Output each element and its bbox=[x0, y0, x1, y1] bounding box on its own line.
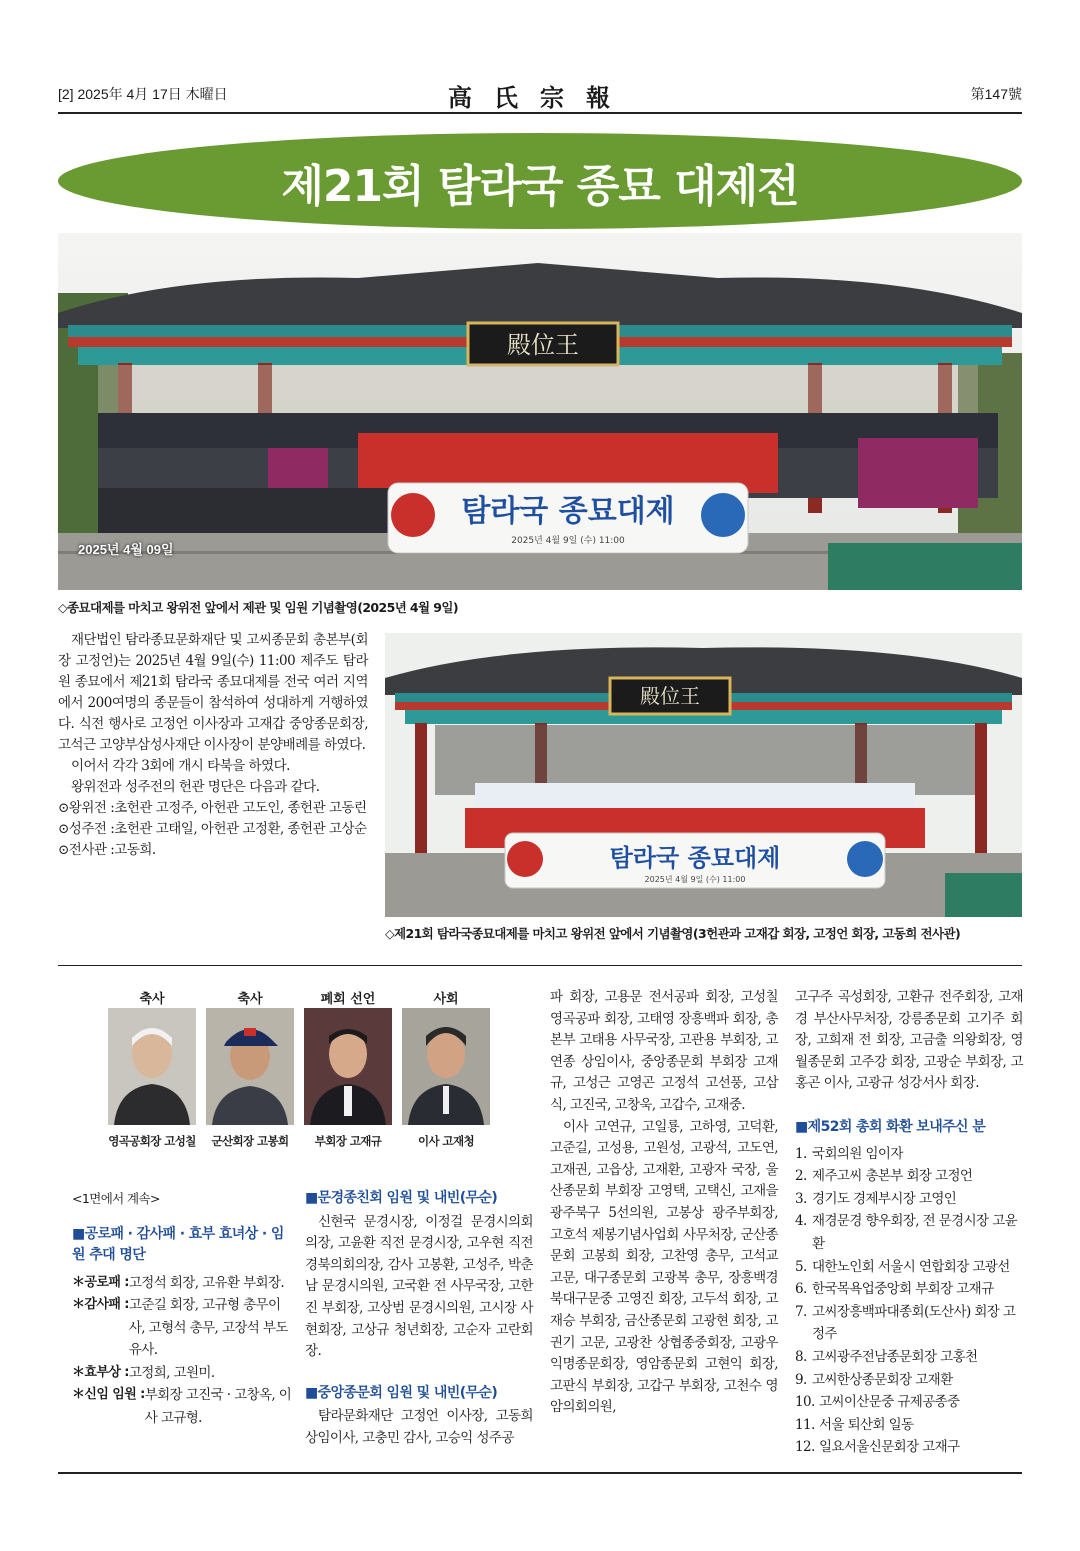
section-square-icon: ■ bbox=[305, 1384, 318, 1401]
photo2-plaque-text: 殿位王 bbox=[640, 684, 700, 708]
wreath-sender-list bbox=[795, 1143, 1023, 1459]
continued-note: <1면에서 계속> bbox=[72, 1191, 160, 1206]
list-item: ＊효부상 : 고정희, 고원미. bbox=[72, 1364, 215, 1381]
body-paragraph: 파 회장, 고용문 전서공파 회장, 고성칠 영곡공파 회장, 고태영 장흥백파 회장, 총본부 고태용 사무국장, 고관용 부회장, 고연종 상임이사, 중앙종문회 부회장 고재규, 고성근 고영곤 고정석 고선풍, 고삼식, 고진국, 고창욱, 고갑수, 고재중. bbox=[550, 989, 778, 1113]
intro-article bbox=[58, 630, 368, 861]
portrait-photo bbox=[304, 1008, 392, 1125]
issue-number: 第147號 bbox=[970, 86, 1022, 102]
section-heading: ■중앙종문회 임원 및 내빈(무순) bbox=[305, 1384, 498, 1401]
list-item: ＊신임 임원 : 부회장 고진국 · 고창옥, 이사 고규형. bbox=[72, 1387, 292, 1426]
list-item: 2. 제주고씨 총본부 회장 고정언 bbox=[795, 1168, 973, 1185]
list-item: 6. 한국목욕업중앙회 부회장 고재규 bbox=[795, 1281, 994, 1298]
list-item: 9. 고씨한상종문회장 고재환 bbox=[795, 1371, 953, 1388]
list-item: 12. 일요서울신문회장 고재구 bbox=[795, 1439, 960, 1456]
list-item: 7. 고씨장흥백파대종회(도산사) 회장 고정주 bbox=[795, 1303, 1016, 1343]
section-body: 신현국 문경시장, 이정걸 문경시의회 의장, 고윤환 직전 문경시장, 고우현 직전 경북의회의장, 감사 고봉환, 고성주, 박춘남 문경시의원, 고국환 전 사무국장, 고한진 부회장, 고상범 문경시의원, 고시장 사현회장, 고상규 청년회장, 고순자 고란회장. bbox=[305, 1213, 533, 1360]
photo-date-stamp: 2025년 4월 09일 bbox=[78, 542, 174, 557]
intro-paragraph-3: 왕위전과 성주전의 헌관 명단은 다음과 같다. bbox=[71, 779, 320, 795]
list-item: 4. 재경문경 향우회장, 전 문경시장 고윤환 bbox=[795, 1213, 1018, 1252]
header-rule bbox=[58, 112, 1022, 114]
list-item: ⊙전사관 : 고동희. bbox=[58, 842, 156, 858]
section-square-icon: ■ bbox=[795, 1118, 808, 1135]
portrait-card bbox=[304, 988, 392, 1149]
column-2 bbox=[305, 1188, 533, 1450]
list-item: ＊감사패 : 고준길 회장, 고규형 총무이사, 고형석 총무, 고장석 부도유사. bbox=[72, 1297, 288, 1359]
group-photo-main bbox=[58, 233, 1022, 590]
list-item: 10. 고씨이산문중 규제공종중 bbox=[795, 1394, 960, 1411]
photo1-banner-text: 탐라국 종묘대제 bbox=[461, 494, 675, 529]
portrait-name: 이사 고재청 bbox=[418, 1134, 474, 1148]
list-item: 8. 고씨광주전남종문회장 고홍천 bbox=[795, 1348, 978, 1365]
list-item: 11. 서울 퇴산회 일동 bbox=[795, 1416, 914, 1433]
list-item: 1. 국회의원 임이자 bbox=[795, 1145, 903, 1162]
portrait-role: 폐회 선언 bbox=[320, 992, 376, 1007]
portrait-name: 영곡공회장 고성칠 bbox=[108, 1134, 196, 1148]
list-item: ＊공로패 : 고정석 회장, 고유환 부회장. bbox=[72, 1274, 285, 1291]
photo2-caption: ◇제21회 탐라국종묘대제를 마치고 왕위전 앞에서 기념촬영(3헌관과 고재갑 회장, 고정언 회장, 고동희 전사관) bbox=[385, 926, 961, 941]
section-square-icon: ■ bbox=[305, 1190, 318, 1206]
masthead bbox=[58, 80, 1022, 112]
intro-paragraph-1: 재단법인 탐라종묘문화재단 및 고씨종문회 총본부(회장 고정언)는 2025년 4월 9일(수) 11:00 제주도 탐라원 종묘에서 제21회 탐라국 종묘대제를 전국 여러 지역에서 200여명의 종문들이 참석하여 성대하게 거행하였다. 식전 행사로 고정언 이사장과 고재갑 중앙종문회장, 고석근 고양부삼성사재단 이사장이 분양배례를 하였다. bbox=[58, 632, 368, 753]
officiant-list bbox=[58, 798, 368, 861]
body-paragraph: 고구주 곡성회장, 고환규 전주회장, 고재경 부산사무처장, 강릉종문회 고기주 회장, 고희재 전 회장, 고금출 의왕회장, 영월종문회 고주강 회장, 고광순 부회장, 고홍곤 이사, 고광규 성강서사 회장. bbox=[795, 989, 1023, 1092]
photo2-banner-sub: 2025년 4월 9일 (수) 11:00 bbox=[644, 875, 746, 884]
portrait-row bbox=[108, 988, 498, 1158]
portrait-role: 축사 bbox=[237, 992, 263, 1007]
intro-paragraph-2: 이어서 각각 3회에 개시 타북을 하였다. bbox=[71, 758, 290, 774]
portrait-role: 사회 bbox=[433, 992, 459, 1007]
column-1 bbox=[72, 1188, 292, 1429]
section-divider bbox=[58, 965, 1022, 966]
portrait-card bbox=[402, 988, 490, 1149]
portrait-name: 군산회장 고봉희 bbox=[211, 1134, 289, 1148]
body-paragraph: 이사 고연규, 고일룡, 고하영, 고덕환, 고준길, 고성용, 고원성, 고광석, 고도연, 고재권, 고읍상, 고재환, 고광자 국장, 울산종문회 부회장 고영택, 고택신, 고재을 광주북구 5선의원, 고봉상 광주부회장, 고호석 제봉기념사업회 사무처장, 군산종문회 고봉희 회장, 고찬영 총무, 고석교 고문, 대구종문회 고광복 총무, 장흥백경북대구문중 고영진 회장, 고두석 회장, 고재승 부회장, 금산종문회 고광현 회장, 고권기 고문, 고광찬 상협종중회장, 고광우 익명종문회장, 영암종문회 고현익 회장, 고판식 부회장, 고갑구 부회장, 고천수 영암의회의원, bbox=[550, 1118, 778, 1416]
issue-date: [2] 2025年 4月 17日 木曜日 bbox=[58, 86, 228, 102]
photo1-caption: ◇종묘대제를 마치고 왕위전 앞에서 제관 및 임원 기념촬영(2025년 4월 9일) bbox=[58, 600, 458, 615]
photo1-banner-sub: 2025년 4월 9일 (수) 11:00 bbox=[511, 536, 625, 546]
column-3 bbox=[550, 987, 778, 1419]
officiants-photo-image bbox=[385, 633, 1022, 917]
section-heading: ■문경종친회 임원 및 내빈(무순) bbox=[305, 1190, 498, 1206]
portrait-card bbox=[206, 988, 294, 1149]
column-4 bbox=[795, 987, 1023, 1459]
portrait-photo bbox=[206, 1008, 294, 1125]
list-item: ⊙왕위전 : 초헌관 고정주, 아헌관 고도인, 종헌관 고동린 bbox=[58, 800, 367, 816]
portrait-role: 축사 bbox=[139, 992, 165, 1007]
list-item: ⊙성주전 : 초헌관 고태일, 아헌관 고정환, 종헌관 고상순 bbox=[58, 821, 367, 837]
section-body: 탐라문화재단 고정언 이사장, 고동희 상임이사, 고충민 감사, 고승익 성주공 bbox=[305, 1408, 533, 1446]
group-photo-secondary bbox=[385, 633, 1022, 917]
list-item: 3. 경기도 경제부시장 고영인 bbox=[795, 1190, 957, 1207]
portrait-photo bbox=[402, 1008, 490, 1125]
newspaper-title: 高氏宗報 bbox=[448, 83, 632, 112]
portrait-name: 부회장 고재규 bbox=[314, 1134, 382, 1148]
plaque-text: 殿位王 bbox=[507, 331, 579, 359]
section-square-icon: ■ bbox=[72, 1225, 85, 1242]
list-item: 5. 대한노인회 서울시 연합회장 고광선 bbox=[795, 1258, 1010, 1275]
portrait-photo bbox=[108, 1008, 196, 1125]
footer-rule bbox=[58, 1472, 1022, 1474]
shrine-group-photo-image bbox=[58, 233, 1022, 590]
portrait-card bbox=[108, 988, 196, 1149]
section-heading: ■제52회 총회 화환 보내주신 분 bbox=[795, 1118, 986, 1135]
photo2-banner-text: 탐라국 종묘대제 bbox=[609, 844, 781, 872]
page-title: 제21회 탐라국 종묘 대제전 bbox=[281, 161, 799, 212]
section-heading: ■공로패 · 감사패 · 효부 효녀상 · 임원 추대 명단 bbox=[72, 1225, 284, 1263]
